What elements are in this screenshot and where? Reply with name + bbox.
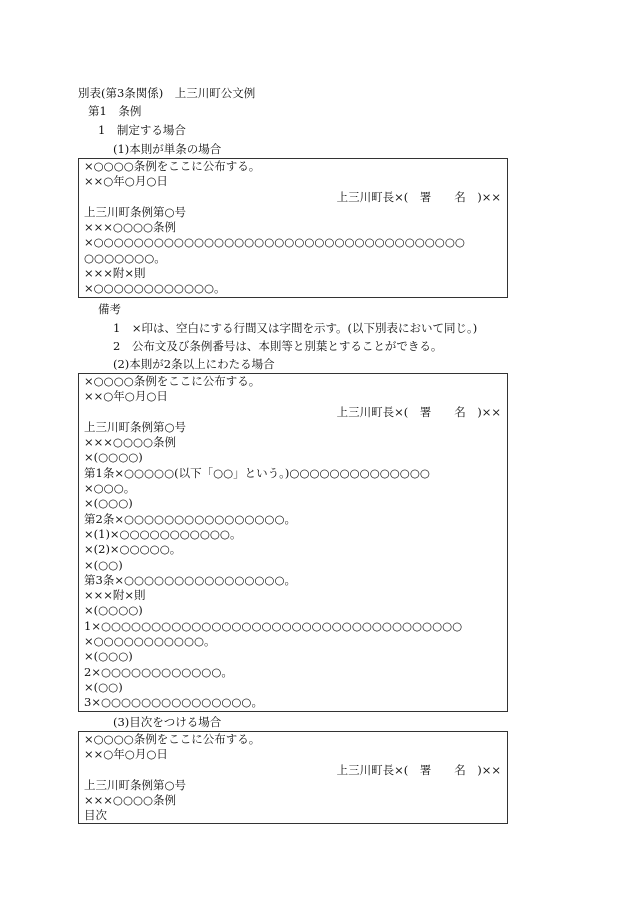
case1-heading: (1)本則が単条の場合 <box>113 142 222 156</box>
example-line: 第2条×○○○○○○○○○○○○○○○○。 <box>84 511 297 526</box>
signature-line: 上三川町長×( 署 名 )×× <box>336 404 501 419</box>
note-item: 1 ×印は、空白にする行間又は字間を示す。(以下別表において同じ。) <box>113 321 478 335</box>
notes-label: 備考 <box>98 302 121 316</box>
example-line: 上三川町条例第○号 <box>84 204 187 219</box>
case1-example-box <box>78 158 508 298</box>
example-line: 1×○○○○○○○○○○○○○○○○○○○○○○○○○○○○○○○○○○○○ <box>84 618 463 633</box>
example-line: 2×○○○○○○○○○○○○。 <box>84 664 233 679</box>
example-line: ×○○○○条例をここに公布する。 <box>84 159 261 173</box>
example-line: ×(○○○○) <box>84 603 143 618</box>
example-line: 3×○○○○○○○○○○○○○○○。 <box>84 695 263 710</box>
example-line: ○○○○○○○。 <box>84 250 166 265</box>
example-line: ×○○○○○○○○○○○。 <box>84 634 216 649</box>
example-line: ×○○○○○○○○○○○○○○○○○○○○○○○○○○○○○○○○○○○○○ <box>84 235 465 250</box>
example-line: ×(○○) <box>84 557 123 572</box>
case2-heading: (2)本則が2条以上にわたる場合 <box>113 357 275 371</box>
signature-line: 上三川町長×( 署 名 )×× <box>336 189 501 204</box>
example-line: ×××附×則 <box>84 588 146 603</box>
note-item: 2 公布文及び条例番号は、本則等と別葉とすることができる。 <box>113 339 443 353</box>
section-heading: 第1 条例 <box>88 104 142 118</box>
example-line: ×(2)×○○○○○。 <box>84 542 182 557</box>
example-line: ×○○○○条例をここに公布する。 <box>84 374 261 388</box>
example-line: 上三川町条例第○号 <box>84 777 187 792</box>
example-line: 上三川町条例第○号 <box>84 419 187 434</box>
signature-line: 上三川町長×( 署 名 )×× <box>336 762 501 777</box>
case3-heading: (3)目次をつける場合 <box>113 715 222 729</box>
example-line: ×××○○○○条例 <box>84 793 177 808</box>
example-line: ×(○○○) <box>84 496 133 511</box>
example-line: ××○年○月○日 <box>84 389 168 404</box>
case3-example-box <box>78 731 508 824</box>
example-line: ×(1)×○○○○○○○○○○○。 <box>84 526 242 541</box>
example-line: ×(○○○○) <box>84 450 143 465</box>
example-line: ×××○○○○条例 <box>84 220 177 235</box>
example-line: ×××○○○○条例 <box>84 435 177 450</box>
example-line: ×(○○) <box>84 679 123 694</box>
example-line: 第1条×○○○○○(以下「○○」という。)○○○○○○○○○○○○○○ <box>84 465 430 480</box>
example-line: ×○○○。 <box>84 481 136 496</box>
document-title: 別表(第3条関係) 上三川町公文例 <box>78 86 256 100</box>
subsection-heading: 1 制定する場合 <box>98 123 186 137</box>
example-line: ××○年○月○日 <box>84 747 168 762</box>
example-line: ×(○○○) <box>84 649 133 664</box>
example-line: ××○年○月○日 <box>84 174 168 189</box>
example-line: ×××附×則 <box>84 266 146 281</box>
example-line: ×○○○○○○○○○○○○。 <box>84 281 226 296</box>
example-line: ×○○○○条例をここに公布する。 <box>84 732 261 746</box>
case2-example-box <box>78 373 508 712</box>
example-line: 第3条×○○○○○○○○○○○○○○○○。 <box>84 572 297 587</box>
example-line: 目次 <box>84 808 107 823</box>
